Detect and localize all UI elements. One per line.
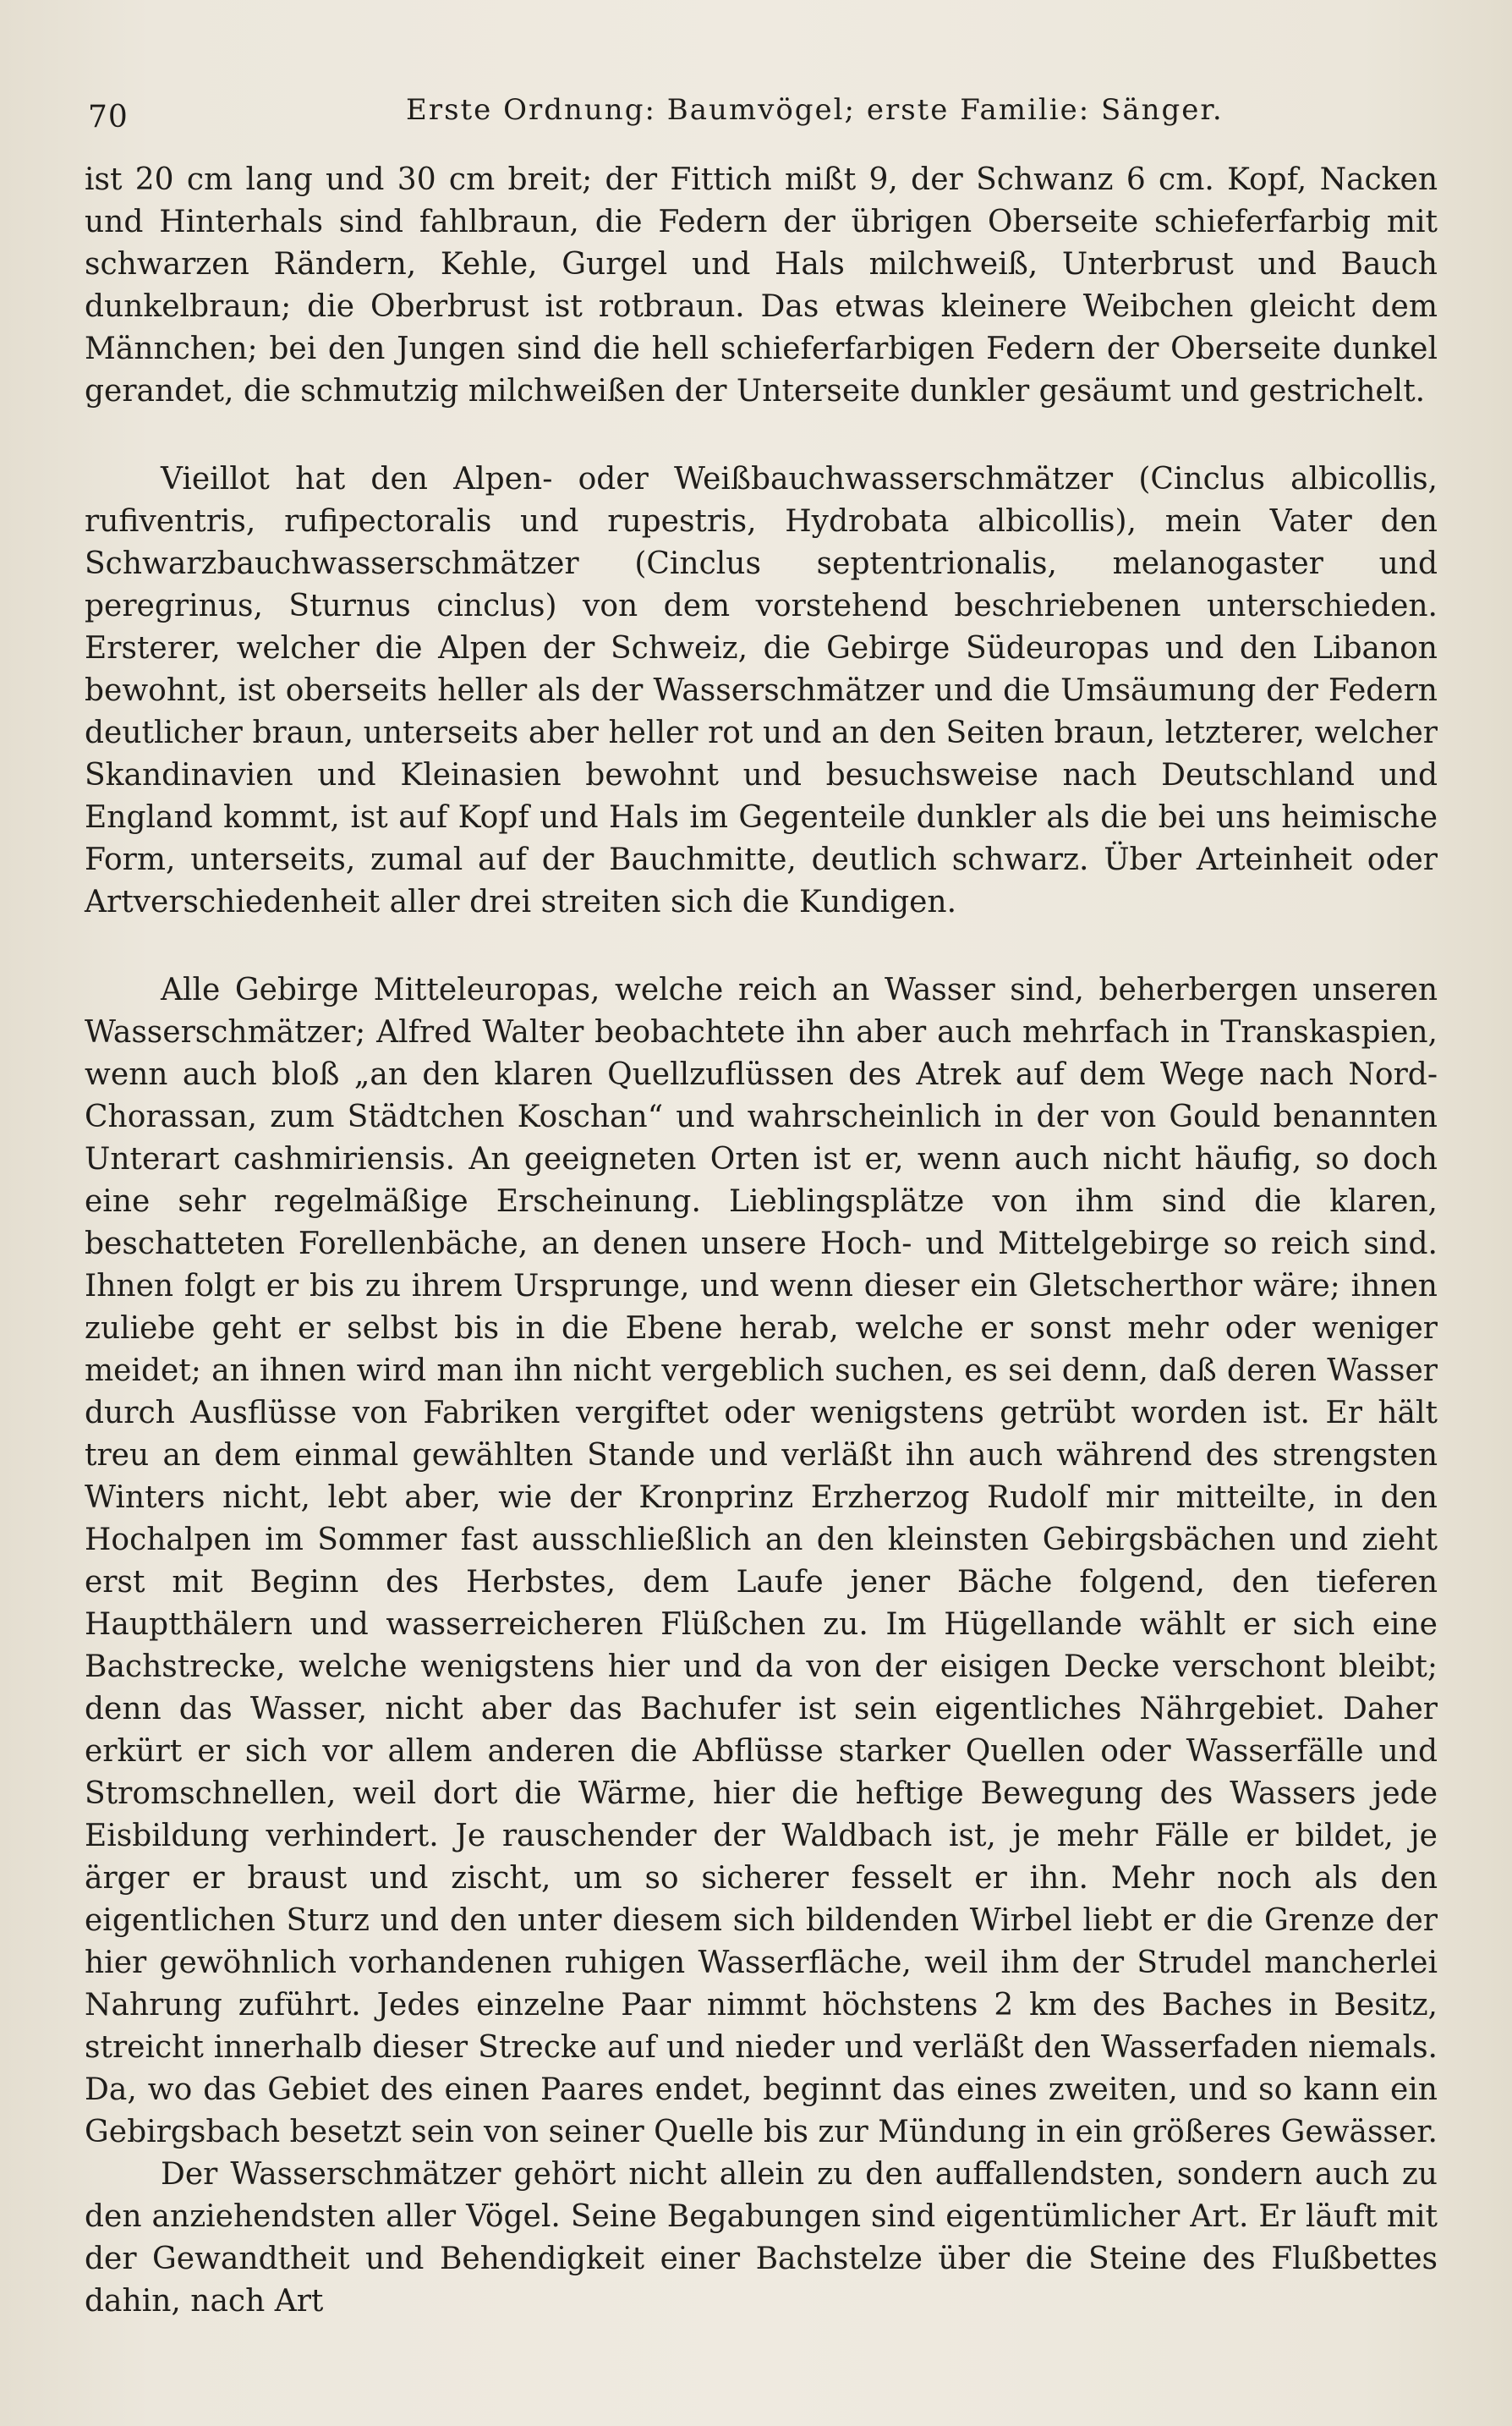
page-number: 70 [88,100,129,134]
running-head: Erste Ordnung: Baumvögel; erste Familie: Sänger. [406,93,1224,127]
paragraph-description: ist 20 cm lang und 30 cm breit; der Fittich mißt 9, der Schwanz 6 cm. Kopf, Nacken und Hinterhals sind fahlbraun, die Federn der übrigen Oberseite schieferfarbig mit schwarzen Rändern, Kehle, Gurgel und Hals milchweiß, Unterbrust und Bauch dunkelbraun; die Oberbrust ist rotbraun. Das etwas kleinere Weibchen gleicht dem Männchen; bei den Jungen sind die hell schieferfarbigen Federn der Oberseite dunkel gerandet, die schmutzig milchweißen der Unterseite dunkler gesäumt und gestrichelt. [85,162,1438,409]
paragraph-habitat: Alle Gebirge Mitteleuropas, welche reich an Wasser sind, beherbergen unseren Wasserschmätzer; Alfred Walter beobachtete ihn aber auch mehrfach in Transkaspien, wenn auch bloß „an den klaren Quellzuflüssen des Atrek auf dem Wege nach Nord-Chorassan, zum Städtchen Koschan“ und wahrscheinlich in der von Gould benannten Unterart cashmiriensis. An geeigneten Orten ist er, wenn auch nicht häufig, so doch eine sehr regelmäßige Erscheinung. Lieblingsplätze von ihm sind die klaren, beschatteten Forellenbäche, an denen unsere Hoch- und Mittelgebirge so reich sind. Ihnen folgt er bis zu ihrem Ursprunge, und wenn dieser ein Gletscherthor wäre; ihnen zuliebe geht er selbst bis in die Ebene herab, welche er sonst mehr oder weniger meidet; an ihnen wird man ihn nicht vergeblich suchen, es sei denn, daß deren Wasser durch Ausflüsse von Fabriken vergiftet oder wenigstens getrübt worden ist. Er hält treu an dem einmal gewählten Stande und verläßt ihn auch während des strengsten Winters nicht, lebt aber, wie der Kronprinz Erzherzog Rudolf mir mitteilte, in den Hochalpen im Sommer fast ausschließlich an den kleinsten Gebirgsbächen und zieht erst mit Beginn des Herbstes, dem Laufe jener Bäche folgend, den tieferen Hauptthälern und wasserreicheren Flüßchen zu. Im Hügellande wählt er sich eine Bachstrecke, welche wenigstens hier und da von der eisigen Decke verschont bleibt; denn das Wasser, nicht aber das Bachufer ist sein eigentliches Nährgebiet. Daher erkürt er sich vor allem anderen die Abflüsse starker Quellen oder Wasserfälle und Stromschnellen, weil dort die Wärme, hier die heftige Bewegung des Wassers jede Eisbildung verhindert. Je rauschender der Waldbach ist, je mehr Fälle er bildet, je ärger er braust und zischt, um so sicherer fesselt er ihn. Mehr noch als den eigentlichen Sturz und den unter diesem sich bildenden Wirbel liebt er die Grenze der hier gewöhnlich vorhandenen ruhigen Wasserfläche, weil ihm der Strudel mancherlei Nahrung zuführt. Jedes einzelne Paar nimmt höchstens 2 km des Baches in Besitz, streicht innerhalb dieser Strecke auf und nieder und verläßt den Wasserfaden niemals. Da, wo das Gebiet des einen Paares endet, beginnt das eines zweiten, und so kann ein Gebirgsbach besetzt sein von seiner Quelle bis zur Mündung in ein größeres Gewässer. [85,973,1438,2149]
page-body [85,159,1438,2323]
paragraph-behaviour: Der Wasserschmätzer gehört nicht allein zu den auffallendsten, sondern auch zu den anziehendsten aller Vögel. Seine Begabungen sind eigentümlicher Art. Er läuft mit der Gewandtheit und Behendigkeit einer Bachstelze über die Steine des Flußbettes dahin, nach Art [85,2157,1438,2319]
paragraph-subspecies: Vieillot hat den Alpen- oder Weißbauchwasserschmätzer (Cinclus albicollis, rufiventris, rufipectoralis und rupestris, Hydrobata albicollis), mein Vater den Schwarzbauchwasserschmätzer (Cinclus septentrionalis, melanogaster und peregrinus, Sturnus cinclus) von dem vorstehend beschriebenen unterschieden. Ersterer, welcher die Alpen der Schweiz, die Gebirge Südeuropas und den Libanon bewohnt, ist oberseits heller als der Wasserschmätzer und die Umsäumung der Federn deutlicher braun, unterseits aber heller rot und an den Seiten braun, letzterer, welcher Skandinavien und Kleinasien bewohnt und besuchsweise nach Deutschland und England kommt, ist auf Kopf und Hals im Gegenteile dunkler als die bei uns heimische Form, unterseits, zumal auf der Bauchmitte, deutlich schwarz. Über Arteinheit oder Artverschiedenheit aller drei streiten sich die Kundigen. [85,462,1438,919]
page-header [85,93,1429,144]
